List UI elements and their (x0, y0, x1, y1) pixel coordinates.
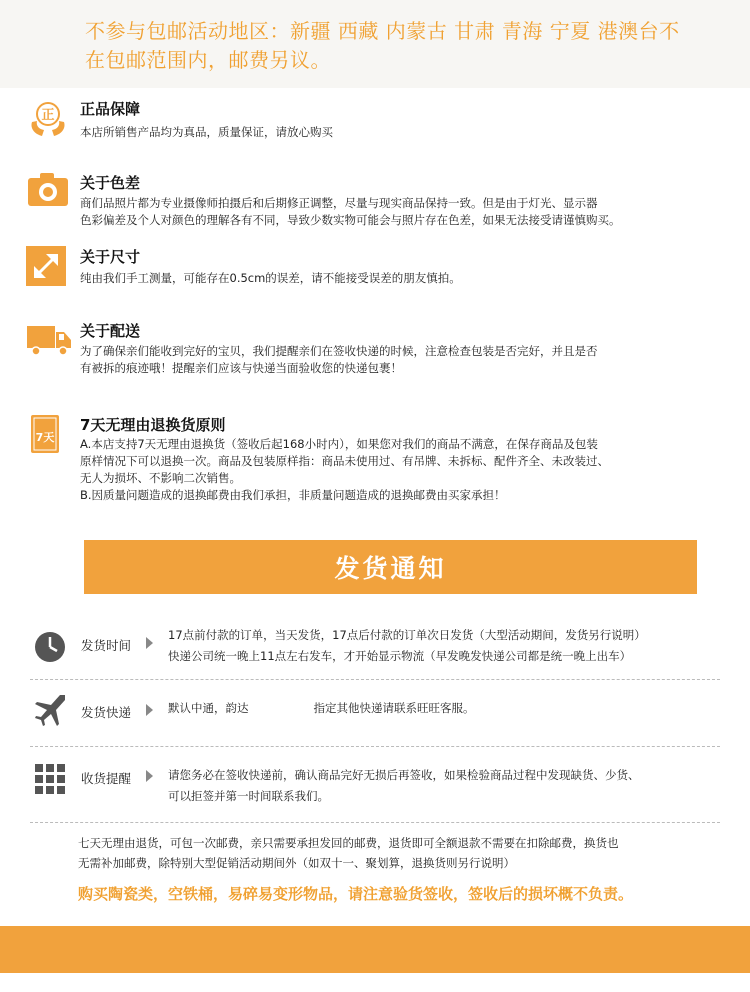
section-body: A.本店支持7天无理由退换货（签收后起168小时内），如果您对我们的商品不满意，在保存商品及包装 原样情况下可以退换一次。商品及包装原样指：商品未使用过、有吊牌、未拆标、配件齐全、未改装过、 无人为损坏、不影响二次销售。 B.因质量问题造成的退换邮费由我们承担，非质量问题造成的退换邮费由买家承担！ (80, 437, 609, 502)
truck-icon (26, 320, 72, 360)
row-text: 请您务必在签收快递前，确认商品完好无损后再签收，如果检验商品过程中发现缺货、少货、 可以拒签并第一时间联系我们。 (168, 768, 640, 803)
resize-arrow-icon (26, 246, 66, 286)
arrow-right-icon (146, 770, 153, 782)
divider (30, 746, 720, 747)
row-text (168, 698, 728, 719)
grid-icon (32, 761, 68, 797)
arrow-right-icon (146, 637, 153, 649)
fragile-warning: 购买陶瓷类，空铁桶，易碎易变形物品，请注意验货签收，签收后的损坏概不负责。 (78, 885, 634, 903)
divider (30, 822, 720, 823)
arrow-right-icon (146, 704, 153, 716)
row-text: 17点前付款的订单，当天发货，17点后付款的订单次日发货（大型活动期间，发货另行说明） 快递公司统一晚上11点左右发车，才开始显示物流（早发晚发快递公司都是统一晚上出车） (168, 628, 646, 663)
section-body: 为了确保亲们能收到完好的宝贝，我们提醒亲们在签收快递的时候，注意检查包装是否完好，并且是否 有被拆的痕迹哦！提醒亲们应该与快递当面验收您的快递包裹！ (80, 344, 598, 375)
row-label: 收货提醒 (81, 771, 132, 786)
section-title: 7天无理由退换货原则 (80, 416, 226, 434)
camera-icon (26, 170, 70, 210)
seven-day-return-icon (30, 414, 60, 454)
airplane-icon (32, 692, 68, 728)
hands-genuine-icon (26, 100, 70, 140)
section-title: 正品保障 (80, 100, 141, 118)
banner-title: 发货通知 (334, 554, 447, 583)
row-label: 发货快递 (81, 705, 132, 720)
section-body: 商们品照片都为专业摄像师拍摄后和后期修正调整，尽量与现实商品保持一致。但是由于灯光、显示器 色彩偏差及个人对颜色的理解各有不同，导致少数实物可能会与照片存在色差，如果无法接受请谨慎购买。 (80, 196, 621, 227)
section-body: 纯由我们手工测量，可能存在0.5cm的误差，请不能接受误差的朋友慎拍。 (80, 271, 461, 285)
notice-text: 不参与包邮活动地区：新疆 西藏 内蒙古 甘肃 青海 宁夏 港澳台不在包邮范围内，邮费另议。 (85, 19, 680, 72)
bottom-accent-bar (0, 926, 750, 973)
shipping-notice-banner (84, 540, 697, 594)
courier-default: 默认中通，韵达 (168, 701, 249, 715)
return-icon-char: 7天 (35, 431, 55, 444)
shipping-area-notice (0, 0, 750, 88)
clock-icon (32, 629, 68, 665)
courier-other: 指定其他快递请联系旺旺客服。 (313, 701, 475, 715)
section-title: 关于配送 (80, 322, 141, 340)
return-policy-footer: 七天无理由退货，可包一次邮费，亲只需要承担发回的邮费，退货即可全额退款不需要在扣除邮费，换货也 无需补加邮费，除特别大型促销活动期间外（如双十一、聚划算，退换货则另行说明） (78, 836, 619, 870)
section-body: 本店所销售产品均为真品，质量保证，请放心购买 (80, 125, 333, 139)
section-title: 关于尺寸 (80, 248, 141, 266)
divider (30, 679, 720, 680)
row-label: 发货时间 (81, 638, 132, 653)
section-title: 关于色差 (80, 174, 141, 192)
genuine-icon-char: 正 (41, 108, 55, 123)
